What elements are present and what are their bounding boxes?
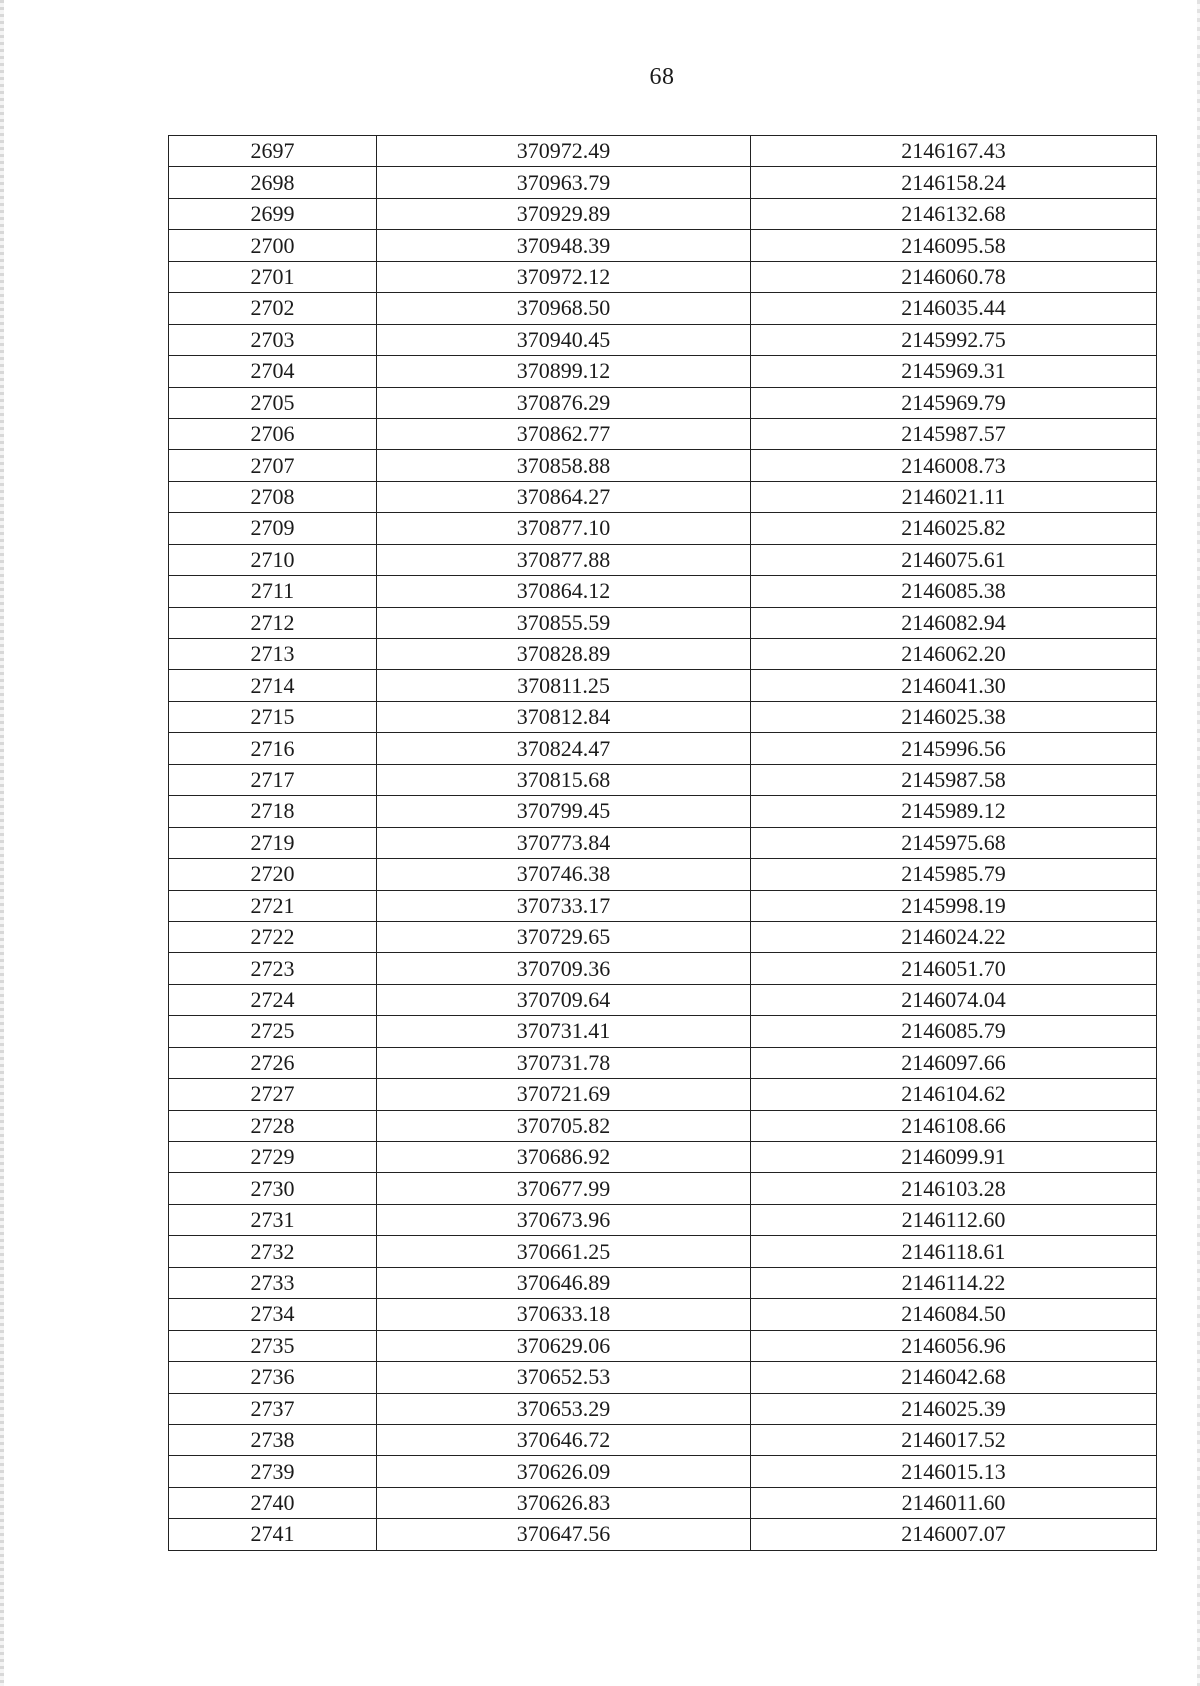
- y-coordinate-cell: 2146042.68: [751, 1362, 1157, 1393]
- coordinate-table: [168, 135, 1157, 1551]
- y-coordinate-cell: 2146114.22: [751, 1267, 1157, 1298]
- x-coordinate-cell: 370799.45: [377, 796, 751, 827]
- x-coordinate-cell: 370940.45: [377, 324, 751, 355]
- table-row: [169, 890, 1157, 921]
- point-number-cell: 2726: [169, 1047, 377, 1078]
- point-number-cell: 2737: [169, 1393, 377, 1424]
- table-row: [169, 481, 1157, 512]
- table-row: [169, 1267, 1157, 1298]
- y-coordinate-cell: 2146099.91: [751, 1142, 1157, 1173]
- scan-edge-left: [0, 0, 4, 1686]
- y-coordinate-cell: 2146158.24: [751, 167, 1157, 198]
- table-row: [169, 639, 1157, 670]
- point-number-cell: 2730: [169, 1173, 377, 1204]
- y-coordinate-cell: 2146025.38: [751, 701, 1157, 732]
- x-coordinate-cell: 370948.39: [377, 230, 751, 261]
- table-row: [169, 1330, 1157, 1361]
- point-number-cell: 2712: [169, 607, 377, 638]
- x-coordinate-cell: 370673.96: [377, 1204, 751, 1235]
- point-number-cell: 2725: [169, 1016, 377, 1047]
- y-coordinate-cell: 2146017.52: [751, 1424, 1157, 1455]
- x-coordinate-cell: 370646.89: [377, 1267, 751, 1298]
- point-number-cell: 2715: [169, 701, 377, 732]
- point-number-cell: 2714: [169, 670, 377, 701]
- table-row: [169, 324, 1157, 355]
- point-number-cell: 2700: [169, 230, 377, 261]
- point-number-cell: 2713: [169, 639, 377, 670]
- x-coordinate-cell: 370864.27: [377, 481, 751, 512]
- point-number-cell: 2709: [169, 513, 377, 544]
- table-row: [169, 827, 1157, 858]
- x-coordinate-cell: 370731.78: [377, 1047, 751, 1078]
- point-number-cell: 2729: [169, 1142, 377, 1173]
- x-coordinate-cell: 370647.56: [377, 1519, 751, 1550]
- x-coordinate-cell: 370972.49: [377, 136, 751, 167]
- y-coordinate-cell: 2145969.31: [751, 356, 1157, 387]
- x-coordinate-cell: 370653.29: [377, 1393, 751, 1424]
- x-coordinate-cell: 370646.72: [377, 1424, 751, 1455]
- point-number-cell: 2697: [169, 136, 377, 167]
- y-coordinate-cell: 2146085.38: [751, 576, 1157, 607]
- x-coordinate-cell: 370862.77: [377, 418, 751, 449]
- y-coordinate-cell: 2146095.58: [751, 230, 1157, 261]
- table-row: [169, 607, 1157, 638]
- point-number-cell: 2719: [169, 827, 377, 858]
- point-number-cell: 2716: [169, 733, 377, 764]
- point-number-cell: 2736: [169, 1362, 377, 1393]
- y-coordinate-cell: 2146084.50: [751, 1299, 1157, 1330]
- x-coordinate-cell: 370968.50: [377, 293, 751, 324]
- y-coordinate-cell: 2146025.82: [751, 513, 1157, 544]
- table-row: [169, 230, 1157, 261]
- x-coordinate-cell: 370815.68: [377, 764, 751, 795]
- point-number-cell: 2738: [169, 1424, 377, 1455]
- point-number-cell: 2732: [169, 1236, 377, 1267]
- point-number-cell: 2705: [169, 387, 377, 418]
- y-coordinate-cell: 2146167.43: [751, 136, 1157, 167]
- table-row: [169, 670, 1157, 701]
- x-coordinate-cell: 370721.69: [377, 1079, 751, 1110]
- x-coordinate-cell: 370709.64: [377, 984, 751, 1015]
- table-row: [169, 356, 1157, 387]
- table-row: [169, 1142, 1157, 1173]
- point-number-cell: 2701: [169, 261, 377, 292]
- point-number-cell: 2699: [169, 198, 377, 229]
- y-coordinate-cell: 2145969.79: [751, 387, 1157, 418]
- point-number-cell: 2720: [169, 859, 377, 890]
- coordinate-table-body: [169, 136, 1157, 1551]
- x-coordinate-cell: 370929.89: [377, 198, 751, 229]
- point-number-cell: 2735: [169, 1330, 377, 1361]
- x-coordinate-cell: 370877.10: [377, 513, 751, 544]
- x-coordinate-cell: 370626.83: [377, 1487, 751, 1518]
- x-coordinate-cell: 370855.59: [377, 607, 751, 638]
- point-number-cell: 2707: [169, 450, 377, 481]
- x-coordinate-cell: 370677.99: [377, 1173, 751, 1204]
- table-row: [169, 1110, 1157, 1141]
- x-coordinate-cell: 370705.82: [377, 1110, 751, 1141]
- table-row: [169, 701, 1157, 732]
- x-coordinate-cell: 370828.89: [377, 639, 751, 670]
- table-row: [169, 167, 1157, 198]
- point-number-cell: 2724: [169, 984, 377, 1015]
- point-number-cell: 2723: [169, 953, 377, 984]
- y-coordinate-cell: 2146062.20: [751, 639, 1157, 670]
- table-row: [169, 1424, 1157, 1455]
- table-row: [169, 1299, 1157, 1330]
- y-coordinate-cell: 2145989.12: [751, 796, 1157, 827]
- y-coordinate-cell: 2146035.44: [751, 293, 1157, 324]
- point-number-cell: 2727: [169, 1079, 377, 1110]
- point-number-cell: 2740: [169, 1487, 377, 1518]
- point-number-cell: 2741: [169, 1519, 377, 1550]
- y-coordinate-cell: 2146103.28: [751, 1173, 1157, 1204]
- table-row: [169, 921, 1157, 952]
- x-coordinate-cell: 370899.12: [377, 356, 751, 387]
- point-number-cell: 2708: [169, 481, 377, 512]
- x-coordinate-cell: 370731.41: [377, 1016, 751, 1047]
- y-coordinate-cell: 2146097.66: [751, 1047, 1157, 1078]
- point-number-cell: 2721: [169, 890, 377, 921]
- y-coordinate-cell: 2146007.07: [751, 1519, 1157, 1550]
- y-coordinate-cell: 2146056.96: [751, 1330, 1157, 1361]
- y-coordinate-cell: 2146025.39: [751, 1393, 1157, 1424]
- y-coordinate-cell: 2146051.70: [751, 953, 1157, 984]
- y-coordinate-cell: 2146075.61: [751, 544, 1157, 575]
- x-coordinate-cell: 370773.84: [377, 827, 751, 858]
- x-coordinate-cell: 370972.12: [377, 261, 751, 292]
- y-coordinate-cell: 2146082.94: [751, 607, 1157, 638]
- table-row: [169, 293, 1157, 324]
- y-coordinate-cell: 2146015.13: [751, 1456, 1157, 1487]
- x-coordinate-cell: 370858.88: [377, 450, 751, 481]
- x-coordinate-cell: 370864.12: [377, 576, 751, 607]
- y-coordinate-cell: 2146021.11: [751, 481, 1157, 512]
- x-coordinate-cell: 370686.92: [377, 1142, 751, 1173]
- y-coordinate-cell: 2146074.04: [751, 984, 1157, 1015]
- table-row: [169, 1393, 1157, 1424]
- table-row: [169, 1173, 1157, 1204]
- table-row: [169, 1016, 1157, 1047]
- table-row: [169, 1047, 1157, 1078]
- table-row: [169, 953, 1157, 984]
- y-coordinate-cell: 2146060.78: [751, 261, 1157, 292]
- x-coordinate-cell: 370729.65: [377, 921, 751, 952]
- x-coordinate-cell: 370876.29: [377, 387, 751, 418]
- y-coordinate-cell: 2145998.19: [751, 890, 1157, 921]
- point-number-cell: 2722: [169, 921, 377, 952]
- y-coordinate-cell: 2146011.60: [751, 1487, 1157, 1518]
- table-row: [169, 387, 1157, 418]
- y-coordinate-cell: 2146112.60: [751, 1204, 1157, 1235]
- point-number-cell: 2706: [169, 418, 377, 449]
- table-row: [169, 1204, 1157, 1235]
- table-row: [169, 733, 1157, 764]
- x-coordinate-cell: 370812.84: [377, 701, 751, 732]
- x-coordinate-cell: 370811.25: [377, 670, 751, 701]
- table-row: [169, 764, 1157, 795]
- point-number-cell: 2703: [169, 324, 377, 355]
- x-coordinate-cell: 370633.18: [377, 1299, 751, 1330]
- point-number-cell: 2717: [169, 764, 377, 795]
- y-coordinate-cell: 2145985.79: [751, 859, 1157, 890]
- point-number-cell: 2711: [169, 576, 377, 607]
- y-coordinate-cell: 2146132.68: [751, 198, 1157, 229]
- table-row: [169, 1362, 1157, 1393]
- point-number-cell: 2739: [169, 1456, 377, 1487]
- y-coordinate-cell: 2145987.58: [751, 764, 1157, 795]
- y-coordinate-cell: 2146108.66: [751, 1110, 1157, 1141]
- y-coordinate-cell: 2146085.79: [751, 1016, 1157, 1047]
- point-number-cell: 2718: [169, 796, 377, 827]
- table-row: [169, 513, 1157, 544]
- point-number-cell: 2731: [169, 1204, 377, 1235]
- x-coordinate-cell: 370746.38: [377, 859, 751, 890]
- table-row: [169, 1236, 1157, 1267]
- table-row: [169, 576, 1157, 607]
- x-coordinate-cell: 370629.06: [377, 1330, 751, 1361]
- coordinate-table-container: [168, 135, 1156, 1551]
- x-coordinate-cell: 370877.88: [377, 544, 751, 575]
- table-row: [169, 136, 1157, 167]
- table-row: [169, 984, 1157, 1015]
- page-number: 68: [649, 64, 675, 90]
- y-coordinate-cell: 2145992.75: [751, 324, 1157, 355]
- x-coordinate-cell: 370963.79: [377, 167, 751, 198]
- x-coordinate-cell: 370626.09: [377, 1456, 751, 1487]
- x-coordinate-cell: 370709.36: [377, 953, 751, 984]
- table-row: [169, 418, 1157, 449]
- y-coordinate-cell: 2146104.62: [751, 1079, 1157, 1110]
- y-coordinate-cell: 2146024.22: [751, 921, 1157, 952]
- point-number-cell: 2728: [169, 1110, 377, 1141]
- y-coordinate-cell: 2146008.73: [751, 450, 1157, 481]
- table-row: [169, 1487, 1157, 1518]
- table-row: [169, 261, 1157, 292]
- y-coordinate-cell: 2146118.61: [751, 1236, 1157, 1267]
- point-number-cell: 2710: [169, 544, 377, 575]
- table-row: [169, 1079, 1157, 1110]
- table-row: [169, 198, 1157, 229]
- point-number-cell: 2734: [169, 1299, 377, 1330]
- y-coordinate-cell: 2146041.30: [751, 670, 1157, 701]
- point-number-cell: 2698: [169, 167, 377, 198]
- y-coordinate-cell: 2145987.57: [751, 418, 1157, 449]
- x-coordinate-cell: 370733.17: [377, 890, 751, 921]
- y-coordinate-cell: 2145996.56: [751, 733, 1157, 764]
- y-coordinate-cell: 2145975.68: [751, 827, 1157, 858]
- point-number-cell: 2733: [169, 1267, 377, 1298]
- point-number-cell: 2704: [169, 356, 377, 387]
- x-coordinate-cell: 370652.53: [377, 1362, 751, 1393]
- table-row: [169, 859, 1157, 890]
- x-coordinate-cell: 370661.25: [377, 1236, 751, 1267]
- table-row: [169, 1519, 1157, 1550]
- table-row: [169, 450, 1157, 481]
- table-row: [169, 796, 1157, 827]
- table-row: [169, 544, 1157, 575]
- x-coordinate-cell: 370824.47: [377, 733, 751, 764]
- point-number-cell: 2702: [169, 293, 377, 324]
- table-row: [169, 1456, 1157, 1487]
